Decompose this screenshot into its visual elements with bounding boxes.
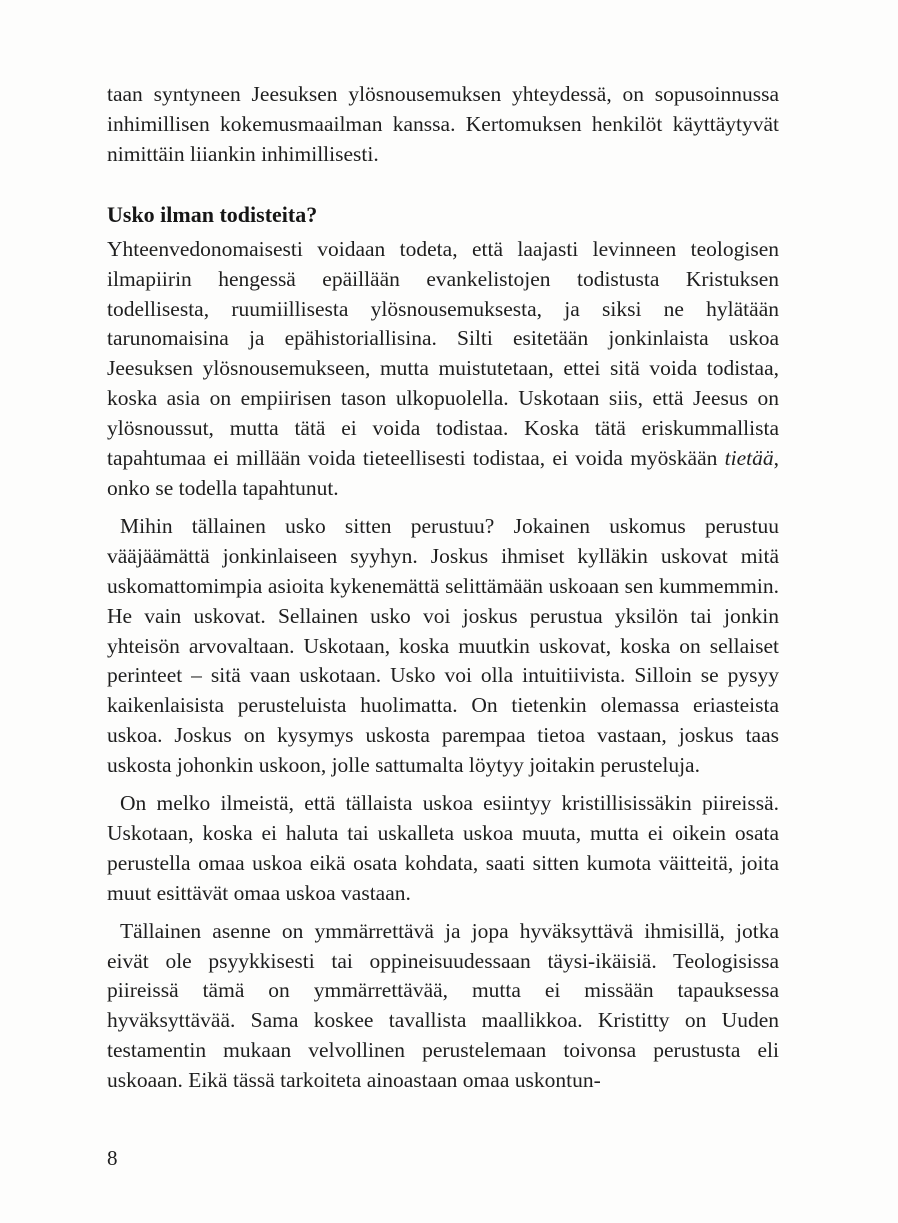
paragraph-4: On melko ilmeistä, että tällaista uskoa esiintyy kristillisissäkin piireissä. Uskotaan, koska ei haluta tai uskalleta uskoa muuta, mutta ei oikein osata perustella omaa uskoa eikä osata kohdata, saati sitten kumota väitteitä, joita muut esittävät omaa uskoa vastaan. <box>107 791 779 905</box>
paragraph-2-start: Yhteenvedonomaisesti voidaan todeta, että laajasti levinneen teologisen ilmapiirin hengessä epäillään evankelistojen todistusta Kristuksen todellisesta, ruumiillisesta ylösnousemuksesta, ja siksi ne hylätään tarunomaisina ja epähistoriallisina. Silti esitetään jonkinlaista uskoa Jeesuksen ylösnousemukseen, mutta muistutetaan, ettei sitä voida todistaa, koska asia on empiirisen tason ulkopuolella. Uskotaan siis, että Jeesus on ylösnoussut, mutta tätä ei voida todistaa. Koska tätä eriskummallista tapahtumaa ei millään voida tieteellisesti todistaa, ei voida myöskään <box>107 236 779 471</box>
paragraph-2-end: , onko se todella tapahtunut. <box>107 446 779 500</box>
paragraph-5: Tällainen asenne on ymmärrettävä ja jopa hyväksyttävä ihmisillä, jotka eivät ole psyykkisesti tai oppineisuudessaan täysi-ikäisiä. Teologisissa piireissä tämä on ymmärrettävää, mutta ei missään tapauksessa hyväksyttävää. Sama koskee tavallista maallikkoa. Kristitty on Uuden testamentin mukaan velvollinen perustelemaan toivonsa perustusta eli uskoaan. Eikä tässä tarkoiteta ainoastaan omaa uskontun- <box>107 918 779 1093</box>
section-heading: Usko ilman todisteita? <box>107 201 318 227</box>
paragraph-3: Mihin tällainen usko sitten perustuu? Jokainen uskomus perustuu vääjäämättä jonkinlaiseen syyhyn. Joskus ihmiset kylläkin uskovat mitä uskomattomimpia asioita kykenemättä selittämään uskoaan sen kummemmin. He vain uskovat. Sellainen usko voi joskus perustua yksilön tai jonkin yhteisön arvovaltaan. Uskotaan, koska muutkin uskovat, koska on sellaiset perinteet – sitä vaan uskotaan. Usko voi olla intuitiivista. Silloin se pysyy kaikenlaisista perusteluista huolimatta. On tietenkin olemassa eriasteista uskoa. Joskus on kysymys uskosta parempaa tietoa vastaan, joskus taas uskosta johonkin uskoon, jolle sattumalta löytyy joitakin perusteluja. <box>107 513 779 778</box>
page-number: 8 <box>107 1146 118 1170</box>
paragraph-1: taan syntyneen Jeesuksen ylösnousemuksen yhteydessä, on sopusoinnussa inhimillisen kokemusmaailman kanssa. Kertomuksen henkilöt käyttäytyvät nimittäin liiankin inhimillisesti. <box>107 82 779 166</box>
emphasis-text: tietää <box>724 446 774 471</box>
body-text <box>107 80 779 1096</box>
paragraph-2 <box>107 235 779 504</box>
